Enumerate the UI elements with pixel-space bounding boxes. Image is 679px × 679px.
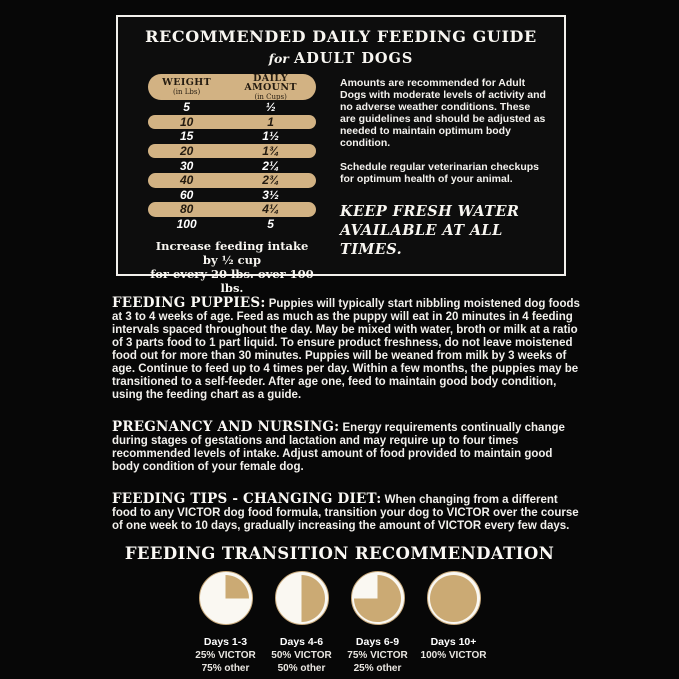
feeding-table-header xyxy=(148,74,316,100)
amount-value: 1 xyxy=(267,114,274,129)
feeding-table xyxy=(148,74,316,296)
info-paragraph-1: Amounts are recommended for Adult Dogs with moderate levels of activity and no adverse weather conditions. These are guidelines and should be adjusted as needed to maintain optimum body condition. xyxy=(340,77,546,149)
weight-value: 80 xyxy=(179,202,194,217)
pie-chart-100pct-icon xyxy=(430,575,477,622)
stage-victor-pct: 75% VICTOR xyxy=(347,650,408,661)
weight-header-unit: (in Lbs) xyxy=(173,87,201,96)
pie-ring xyxy=(427,571,481,625)
weight-value: 30 xyxy=(179,158,194,173)
pie-chart-75pct-icon xyxy=(354,575,401,622)
amount-value: 1¾ xyxy=(262,144,279,159)
amount-value: 2¼ xyxy=(262,158,279,173)
keep-fresh-water-note: KEEP FRESH WATER AVAILABLE AT ALL TIMES. xyxy=(340,203,520,258)
transition-stage-4 xyxy=(416,571,492,674)
weight-value: 40 xyxy=(179,173,194,188)
pie-ring xyxy=(275,571,329,625)
guide-info-column xyxy=(340,74,546,296)
transition-stage-2 xyxy=(264,571,340,674)
stage-days-label: Days 6-9 xyxy=(355,636,400,648)
table-row xyxy=(148,144,316,159)
section-body: Energy requirements continually change during stages of gestations and lactation and may require up to four times recommended levels of intake. Adjust amount of food provided to maintain good body condition of your female dog. xyxy=(112,422,565,473)
guide-title-block xyxy=(118,17,564,67)
weight-value: 20 xyxy=(179,144,194,159)
table-row xyxy=(148,129,316,144)
weight-value: 100 xyxy=(176,217,197,232)
table-row xyxy=(148,158,316,173)
table-row xyxy=(148,217,316,232)
section-heading: PREGNANCY AND NURSING: xyxy=(112,419,340,435)
section-body: Puppies will typically start nibbling moistened dog foods at 3 to 4 weeks of age. Feed as much as the puppy will eat in 20 minutes in 4 feeding intervals spaced throughout the day. May be mixed with water, broth or milk at a ratio of 3 parts food to 1 part liquid. To ensure product freshness, do not leave moistened food out for more than 30 minutes. Puppies will be weaned from milk by 3 weeks of age. Continue to feed up to 4 times per day. Within a few months, the puppies may be transitioned to a self-feeder. After age one, feed to maintain good body condition, using the feeding chart as a guide. xyxy=(112,298,580,401)
stage-days-label: Days 1-3 xyxy=(203,636,248,648)
section-heading: FEEDING PUPPIES: xyxy=(112,295,266,311)
section-body: When changing from a different food to any VICTOR dog food formula, transition your dog to VICTOR over the course of one week to 10 days, gradually increasing the amount of VICTOR every few days. xyxy=(112,494,579,532)
amount-header-unit: (in Cups) xyxy=(254,92,287,101)
pie-chart-50pct-icon xyxy=(278,575,325,622)
section-feeding-puppies xyxy=(112,297,580,402)
stage-other-pct: 25% other xyxy=(353,663,402,674)
table-note-line2: for every 20 lbs. over 100 lbs. xyxy=(150,266,314,295)
guide-title: RECOMMENDED DAILY FEEDING GUIDE xyxy=(145,27,537,46)
amount-column-header xyxy=(225,74,316,101)
table-row xyxy=(148,115,316,130)
feeding-instructions xyxy=(112,297,580,552)
section-heading: FEEDING TIPS - CHANGING DIET: xyxy=(112,491,382,507)
amount-value: 2¾ xyxy=(262,173,279,188)
transition-heading: FEEDING TRANSITION RECOMMENDATION xyxy=(124,544,555,563)
info-paragraph-2: Schedule regular veterinarian checkups for optimum health of your animal. xyxy=(340,161,539,185)
feeding-transition-section xyxy=(0,544,679,674)
stage-other-pct: 50% other xyxy=(277,663,326,674)
amount-value: 5 xyxy=(267,217,274,232)
weight-header-label: WEIGHT xyxy=(162,77,212,89)
weight-value: 5 xyxy=(183,100,190,115)
transition-stage-3 xyxy=(340,571,416,674)
guide-subtitle xyxy=(118,48,564,67)
stage-other-pct: 75% other xyxy=(201,663,250,674)
stage-days-label: Days 4-6 xyxy=(279,636,324,648)
stage-victor-pct: 50% VICTOR xyxy=(271,650,332,661)
amount-value: 1½ xyxy=(262,129,279,144)
amount-header-label: DAILY AMOUNT xyxy=(244,72,297,93)
transition-stage-1 xyxy=(188,571,264,674)
stage-victor-pct: 25% VICTOR xyxy=(195,650,256,661)
table-row xyxy=(148,188,316,203)
daily-feeding-guide-box xyxy=(116,15,566,295)
amount-value: 3½ xyxy=(262,187,279,202)
table-row xyxy=(148,202,316,217)
transition-pie-row xyxy=(0,571,679,674)
table-row xyxy=(148,100,316,115)
table-note xyxy=(148,240,316,295)
pie-chart-25pct-icon xyxy=(202,575,249,622)
table-note-line1: Increase feeding intake by ½ cup xyxy=(155,239,309,268)
guide-content xyxy=(118,74,564,296)
pie-ring xyxy=(199,571,253,625)
stage-days-label: Days 10+ xyxy=(430,636,477,648)
weight-value: 15 xyxy=(179,129,194,144)
table-row xyxy=(148,173,316,188)
weight-value: 10 xyxy=(179,114,194,129)
amount-value: 4¼ xyxy=(262,202,279,217)
section-feeding-tips xyxy=(112,493,580,533)
guide-subtitle-prefix: for xyxy=(268,51,289,66)
amount-value: ½ xyxy=(265,100,276,115)
weight-value: 60 xyxy=(179,187,194,202)
weight-column-header xyxy=(148,78,225,96)
guide-subtitle-text: ADULT DOGS xyxy=(294,50,414,67)
pie-ring xyxy=(351,571,405,625)
section-pregnancy-nursing xyxy=(112,421,580,474)
stage-victor-pct: 100% VICTOR xyxy=(420,650,487,661)
